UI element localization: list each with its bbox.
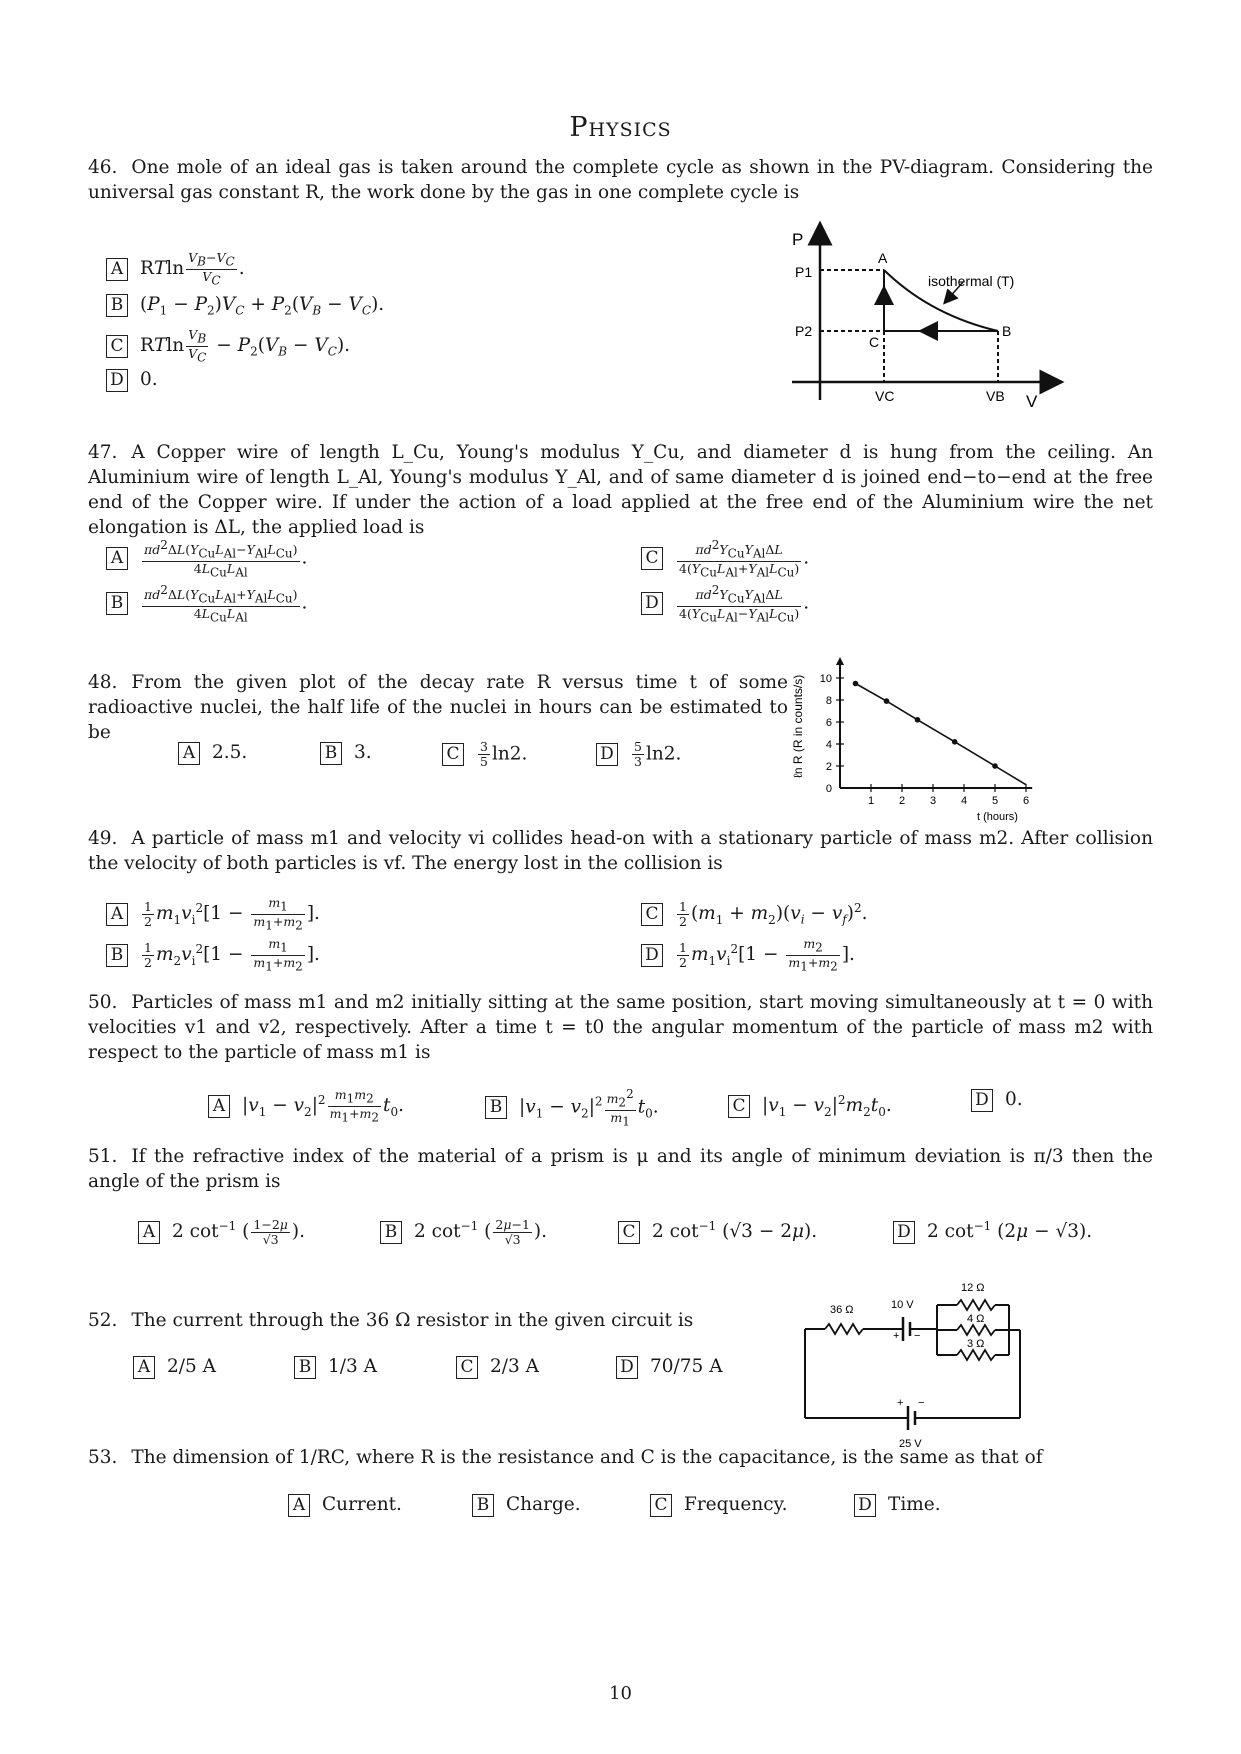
option-label: C	[641, 903, 663, 926]
point-b-label: B	[1002, 323, 1012, 339]
option-label: C	[641, 547, 663, 570]
option-label: A	[106, 547, 128, 570]
option-label: D	[616, 1356, 638, 1379]
q51-option-d[interactable]: D 2 $\cot^{-1} (2\mu - √3)$.	[893, 1213, 1092, 1245]
question-46	[88, 155, 1153, 205]
question-number: 47.	[88, 442, 118, 463]
question-number: 46.	[88, 157, 118, 178]
decay-chart	[785, 648, 1045, 823]
option-value: 2/5 A	[167, 1356, 217, 1377]
option-label: D	[971, 1089, 993, 1112]
y-axis-label: ℓn R (R in counts/s)	[791, 674, 805, 778]
q52-option-b[interactable]	[294, 1354, 377, 1380]
option-label: A	[178, 742, 200, 765]
data-point	[915, 717, 921, 723]
option-value: 0.	[1005, 1089, 1023, 1110]
q46-option-b[interactable]: B $(P_1 - P_2)V_C + P_2(V_B - V_C)$.	[106, 292, 384, 324]
y-tick-label: 6	[825, 717, 832, 729]
data-point	[853, 681, 859, 687]
x-tick-label: 4	[960, 795, 968, 807]
q46-option-d[interactable]: D 0.	[106, 367, 158, 393]
option-value: Time.	[888, 1494, 941, 1515]
option-value: Charge.	[506, 1494, 581, 1515]
question-52	[88, 1308, 708, 1333]
question-number: 49.	[88, 828, 118, 849]
v10-minus: −	[914, 1330, 921, 1342]
q51-option-b[interactable]: B 2 $\cot^{-1}$ ( $\frac{2\mu-1}{√3}$ ).	[380, 1213, 547, 1247]
r36-label: 36 Ω	[830, 1304, 854, 1316]
option-label: D	[893, 1221, 915, 1244]
question-text: If the refractive index of the material of a prism is μ and its angle of minimum deviation is π/3 then the angle of the prism is	[88, 1146, 1153, 1192]
q48-option-a[interactable]	[178, 740, 247, 766]
y-tick-label: 10	[819, 673, 832, 685]
page-number: 10	[609, 1683, 632, 1704]
q52-option-d[interactable]	[616, 1354, 723, 1380]
option-label: A	[288, 1494, 310, 1517]
question-51	[88, 1144, 1153, 1194]
option-label: D	[106, 369, 128, 392]
x-tick-label: 5	[991, 795, 999, 807]
q48-option-d[interactable]: D $\frac{5}{3}$ ln2.	[596, 740, 681, 769]
y-tick-label: 4	[825, 739, 832, 751]
question-text: One mole of an ideal gas is taken around the complete cycle as shown in the PV-diagram. Considering the universal gas constant R, the work done by the gas in one complete cycle is	[88, 157, 1153, 203]
q49-option-d[interactable]: D $\frac{1}{2}$ $m_1v_i^2[1$ − $\frac{m_2}{m_1+m_2}$ ].	[641, 936, 855, 974]
r12-label: 12 Ω	[961, 1282, 985, 1294]
x-tick-label: 3	[929, 795, 937, 807]
q53-option-b[interactable]	[472, 1492, 581, 1518]
option-value: 1/3 A	[328, 1356, 378, 1377]
point-a-label: A	[878, 250, 888, 266]
q46-option-a[interactable]: A RTln $\frac{V_B-V_C}{V_C}$ .	[106, 251, 245, 287]
option-label: A	[133, 1356, 155, 1379]
option-label: A	[208, 1095, 230, 1118]
option-label: A	[106, 903, 128, 926]
pv-diagram	[780, 225, 1070, 410]
q53-option-a[interactable]	[288, 1492, 402, 1518]
question-49	[88, 826, 1153, 876]
option-label: B	[320, 742, 342, 765]
question-number: 48.	[88, 672, 118, 693]
question-48	[88, 670, 788, 745]
q53-option-c[interactable]	[650, 1492, 787, 1518]
option-value: 2/3 A	[490, 1356, 540, 1377]
option-label: A	[138, 1221, 160, 1244]
resistor-3	[957, 1350, 995, 1360]
v25-plus: +	[897, 1397, 904, 1409]
resistor-36	[825, 1324, 863, 1334]
y-tick-label: 0	[825, 783, 832, 795]
circuit-diagram	[795, 1275, 1040, 1450]
question-text: The current through the 36 Ω resistor in the given circuit is	[131, 1310, 694, 1331]
q51-option-a[interactable]: A 2 $\cot^{-1}$ ( $\frac{1-2\mu}{√3}$ ).	[138, 1213, 305, 1247]
q50-option-b[interactable]: B $|v_1 - v_2|^2$ $\frac{m_2^2}{m_1}$ $t_0$.	[485, 1087, 659, 1128]
section-title: Physics	[569, 112, 672, 143]
option-value: Frequency.	[684, 1494, 788, 1515]
question-number: 51.	[88, 1146, 118, 1167]
option-label: B	[485, 1096, 507, 1119]
option-label: C	[650, 1494, 672, 1517]
question-text: Particles of mass m1 and m2 initially sitting at the same position, start moving simultaneously at t = 0 with velocities v1 and v2, respectively. After a time t = t0 the angular momentum of the particle of mass m2 with respect to the particle of mass m1 is	[88, 992, 1153, 1063]
q52-option-a[interactable]	[133, 1354, 216, 1380]
q47-option-c[interactable]: C $\frac{\pi d^2Y_{Cu}Y_{Al}\Delta L}{4(Y_{Cu}L_{Al}+Y_{Al}L_{Cu})}$ .	[641, 538, 809, 579]
option-value: ln2.	[645, 743, 682, 765]
vb-label: VB	[986, 388, 1005, 404]
isothermal-label: isothermal (T)	[928, 273, 1015, 289]
question-53	[88, 1445, 1153, 1470]
question-50	[88, 990, 1153, 1065]
option-label: C	[442, 743, 464, 766]
option-label: B	[106, 944, 128, 967]
option-label: C	[456, 1356, 478, 1379]
option-value: Current.	[322, 1494, 402, 1515]
q50-option-c[interactable]: C $|v_1 - v_2|^2m_2t_0$.	[728, 1087, 892, 1125]
option-value: 2.5.	[212, 742, 248, 763]
question-47	[88, 440, 1153, 540]
question-number: 53.	[88, 1447, 118, 1468]
option-label: B	[294, 1356, 316, 1379]
option-label: B	[106, 592, 128, 615]
option-label: C	[106, 335, 128, 358]
q46-option-c[interactable]: C RTln $\frac{V_B}{V_C}$ − $P_2(V_B - V_C)$.	[106, 328, 350, 365]
x-axis-label: t (hours)	[977, 811, 1018, 823]
option-label: B	[106, 294, 128, 317]
p-axis-label: P	[792, 230, 804, 249]
option-label: C	[618, 1221, 640, 1244]
option-value: 3.	[354, 742, 372, 763]
q49-option-a[interactable]: A $\frac{1}{2}$ $m_1v_i^2[1$ − $\frac{m_1}{m_1+m_2}$ ].	[106, 895, 320, 933]
q47-option-d[interactable]: D $\frac{\pi d^2Y_{Cu}Y_{Al}\Delta L}{4(Y_{Cu}L_{Al}-Y_{Al}L_{Cu})}$ .	[641, 583, 809, 624]
x-tick-label: 6	[1022, 795, 1030, 807]
v10-label: 10 V	[891, 1299, 914, 1311]
v25-label: 25 V	[899, 1438, 922, 1450]
resistor-12	[957, 1300, 995, 1310]
q49-option-b[interactable]: B $\frac{1}{2}$ $m_2v_i^2[1$ − $\frac{m_1}{m_1+m_2}$ ].	[106, 936, 320, 974]
q52-option-c[interactable]	[456, 1354, 539, 1380]
y-tick-label: 8	[825, 695, 832, 707]
v-axis-label: V	[1026, 392, 1038, 411]
question-text: A Copper wire of length L_Cu, Young's modulus Y_Cu, and diameter d is hung from the ceiling. An Aluminium wire of length L_Al, Young's modulus Y_Al, and of same diameter d is joined end−to−end at the free end of the Copper wire. If under the action of a load applied at the free end of the Aluminium wire the net elongation is ΔL, the applied load is	[88, 442, 1153, 538]
v25-minus: −	[918, 1397, 925, 1409]
q51-option-c[interactable]: C 2 $\cot^{-1} (√3 - 2\mu)$.	[618, 1213, 817, 1245]
x-tick-label: 1	[867, 795, 875, 807]
option-label: D	[641, 592, 663, 615]
q48-option-b[interactable]	[320, 740, 372, 766]
option-label: D	[596, 743, 618, 766]
option-label: D	[641, 944, 663, 967]
q49-option-c[interactable]: C $\frac{1}{2}$ $(m_1 + m_2)(v_i - v_f)^2$.	[641, 895, 867, 933]
q47-option-b[interactable]: B $\frac{\pi d^2\Delta L(Y_{Cu}L_{Al}+Y_{Al}L_{Cu})}{4L_{Cu}L_{Al}}$ .	[106, 583, 307, 624]
p1-label: P1	[795, 264, 813, 280]
r4-label: 4 Ω	[967, 1313, 985, 1325]
question-text: A particle of mass m1 and velocity vi collides head-on with a stationary particle of mass m2. After collision the velocity of both particles is vf. The energy lost in the collision is	[88, 828, 1153, 874]
question-text: From the given plot of the decay rate R versus time t of some radioactive nuclei, the half life of the nuclei in hours can be estimated to be	[88, 672, 788, 743]
p2-label: P2	[795, 323, 813, 339]
y-tick-label: 2	[825, 761, 832, 773]
q47-option-a[interactable]: A $\frac{\pi d^2\Delta L(Y_{Cu}L_{Al}-Y_{Al}L_{Cu})}{4L_{Cu}L_{Al}}$ .	[106, 538, 307, 579]
q53-option-d[interactable]	[854, 1492, 941, 1518]
data-point	[992, 763, 998, 769]
option-label: C	[728, 1095, 750, 1118]
series-line	[856, 684, 1027, 785]
option-value: ln2.	[491, 743, 528, 765]
option-label: D	[854, 1494, 876, 1517]
question-number: 50.	[88, 992, 118, 1013]
q48-option-c[interactable]: C $\frac{3}{5}$ ln2.	[442, 740, 527, 769]
option-label: A	[106, 258, 128, 281]
q50-option-d[interactable]	[971, 1087, 1023, 1113]
option-label: B	[380, 1221, 402, 1244]
vc-label: VC	[875, 388, 895, 404]
data-point	[952, 739, 958, 745]
question-number: 52.	[88, 1310, 118, 1331]
x-tick-label: 2	[898, 795, 906, 807]
v10-plus: +	[893, 1330, 900, 1342]
option-value: 70/75 A	[650, 1356, 723, 1377]
r3-label: 3 Ω	[967, 1338, 985, 1350]
option-label: B	[472, 1494, 494, 1517]
resistor-4	[957, 1325, 995, 1335]
q50-option-a[interactable]: A $|v_1 - v_2|^2$ $\frac{m_1m_2}{m_1+m_2}$ $t_0$.	[208, 1087, 404, 1125]
data-point	[884, 698, 890, 704]
y-axis-arrow-icon	[836, 657, 844, 665]
question-text: The dimension of 1/RC, where R is the resistance and C is the capacitance, is the same as that of	[131, 1447, 1043, 1468]
point-c-label: C	[869, 334, 880, 350]
